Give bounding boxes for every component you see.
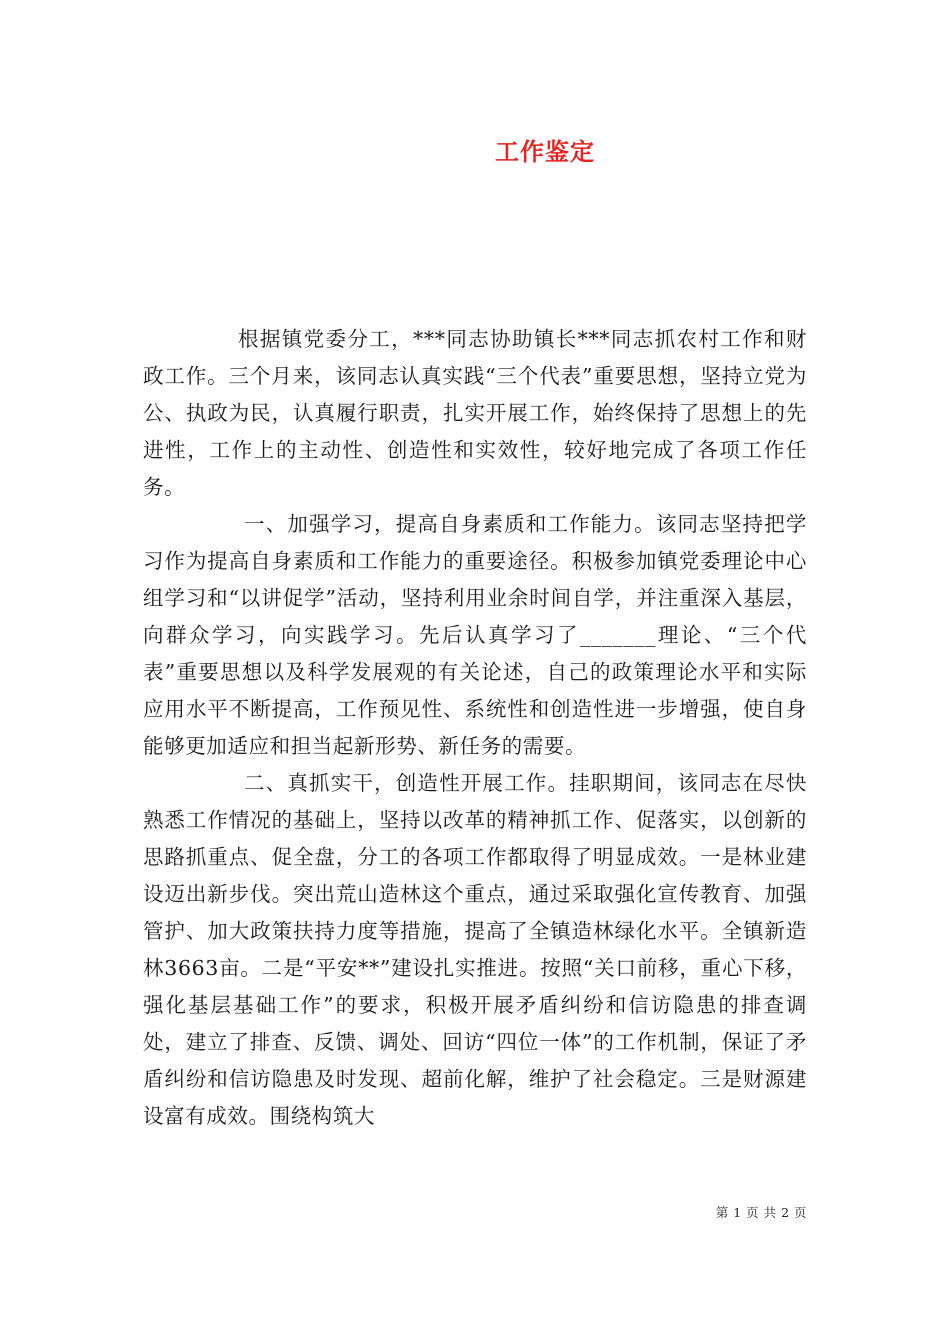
document-body	[143, 321, 807, 1135]
paragraph-section-two: 二、真抓实干，创造性开展工作。挂职期间，该同志在尽快熟悉工作情况的基础上，坚持以改革的精神抓工作、促落实，以创新的思路抓重点、促全盘，分工的各项工作都取得了明显成效。一是林业建设迈出新步伐。突出荒山造林这个重点，通过采取强化宣传教育、加强管护、加大政策扶持力度等措施，提高了全镇造林绿化水平。全镇新造林3663亩。二是“平安**”建设扎实推进。按照“关口前移，重心下移，强化基层基础工作”的要求，积极开展矛盾纠纷和信访隐患的排查调处，建立了排查、反馈、调处、回访“四位一体”的工作机制，保证了矛盾纠纷和信访隐患及时发现、超前化解，维护了社会稳定。三是财源建设富有成效。围绕构筑大	[143, 771, 807, 1128]
paragraph-intro: 根据镇党委分工，***同志协助镇长***同志抓农村工作和财政工作。三个月来，该同志认真实践“三个代表”重要思想，坚持立党为公、执政为民，认真履行职责，扎实开展工作，始终保持了思想上的先进性，工作上的主动性、创造性和实效性，较好地完成了各项工作任务。	[143, 327, 807, 499]
document-title: 工作鉴定	[495, 138, 595, 166]
page-number: 第 1 页 共 2 页	[715, 1205, 807, 1220]
paragraph-section-one: 一、加强学习，提高自身素质和工作能力。该同志坚持把学习作为提高自身素质和工作能力的重要途径。积极参加镇党委理论中心组学习和“以讲促学”活动，坚持利用业余时间自学，并注重深入基层，向群众学习，向实践学习。先后认真学习了_______理论、“三个代表”重要思想以及科学发展观的有关论述，自己的政策理论水平和实际应用水平不断提高，工作预见性、系统性和创造性进一步增强，使自身能够更加适应和担当起新形势、新任务的需要。	[143, 512, 807, 758]
